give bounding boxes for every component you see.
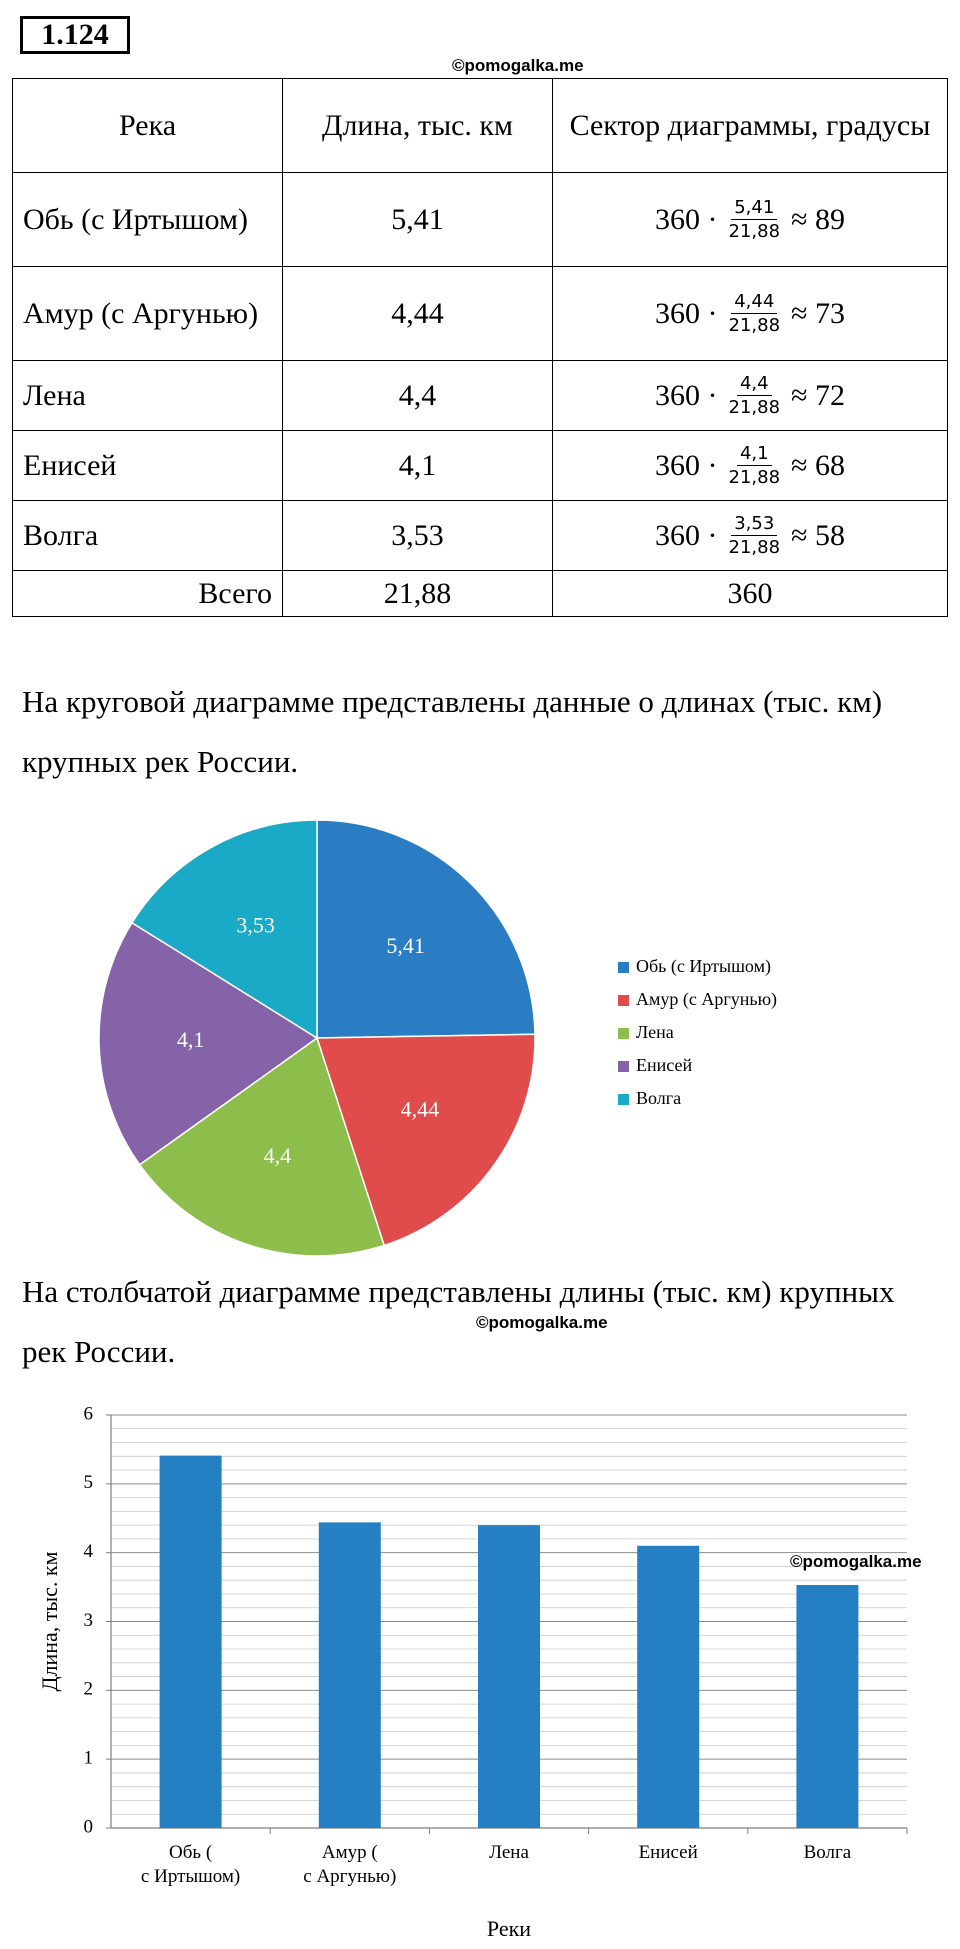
sector-formula: 360 · $\frac{4,4}{21,88}$ ≈ 72: [553, 361, 948, 431]
river-name: Амур (с Аргунью): [13, 267, 283, 361]
legend-label-enisey: Енисей: [636, 1055, 693, 1076]
legend-swatch-volga: [618, 1094, 629, 1105]
sector-formula: 360 · $\frac{4,44}{21,88}$ ≈ 73: [553, 267, 948, 361]
legend-label-ob: Обь (с Иртышом): [636, 956, 771, 977]
pie-data-label: 4,44: [400, 1096, 440, 1122]
y-tick-label: 5: [83, 1472, 93, 1494]
sector-formula: 360 · $\frac{5,41}{21,88}$ ≈ 89: [553, 173, 948, 267]
y-tick-label: 2: [83, 1678, 93, 1700]
legend-label-amur: Амур (с Аргунью): [636, 989, 778, 1010]
total-label: Всего: [13, 571, 283, 617]
table-row: [13, 173, 948, 267]
bar-ob: [160, 1456, 222, 1828]
watermark-bar: ©pomogalka.me: [790, 1552, 922, 1571]
header-length: Длина, тыс. км: [283, 79, 553, 173]
legend-swatch-lena: [618, 1028, 629, 1039]
river-length: 4,1: [283, 431, 553, 501]
table-row: [13, 267, 948, 361]
y-tick-label: 6: [83, 1403, 93, 1425]
watermark-middle: ©pomogalka.me: [476, 1313, 608, 1332]
legend-label-lena: Лена: [636, 1022, 674, 1043]
y-tick-label: 1: [83, 1747, 93, 1769]
total-length: 21,88: [283, 571, 553, 617]
x-tick-label: Обь ( с Иртышом): [140, 1842, 241, 1887]
table-total-row: [13, 571, 948, 617]
y-tick-label: 3: [83, 1609, 93, 1631]
river-name: Енисей: [13, 431, 283, 501]
header-river: Река: [13, 79, 283, 173]
sector-formula: 360 · $\frac{4,1}{21,88}$ ≈ 68: [553, 431, 948, 501]
legend-swatch-ob: [618, 962, 629, 973]
watermark-top: ©pomogalka.me: [452, 56, 584, 75]
table-row: [13, 361, 948, 431]
problem-number: 1.124: [20, 16, 130, 54]
x-axis-title: Реки: [486, 1916, 532, 1941]
river-length: 4,44: [283, 267, 553, 361]
sector-formula: 360 · $\frac{3,53}{21,88}$ ≈ 58: [553, 501, 948, 571]
bar-lena: [478, 1525, 540, 1828]
legend-swatch-enisey: [618, 1061, 629, 1072]
x-tick-label: Волга: [803, 1842, 852, 1863]
table-row: [13, 431, 948, 501]
river-name: Волга: [13, 501, 283, 571]
x-tick-label: Амур ( с Аргунью): [303, 1842, 397, 1887]
y-tick-label: 0: [83, 1816, 93, 1838]
header-sector: Сектор диаграммы, градусы: [553, 79, 948, 173]
total-degrees: 360: [553, 571, 948, 617]
pie-data-label: 4,1: [176, 1027, 205, 1053]
pie-data-label: 5,41: [386, 932, 425, 958]
river-length: 5,41: [283, 173, 553, 267]
river-name: Лена: [13, 361, 283, 431]
table-header-row: [13, 79, 948, 173]
table-row: [13, 501, 948, 571]
river-name: Обь (с Иртышом): [13, 173, 283, 267]
x-tick-label: Лена: [489, 1842, 529, 1863]
rivers-table: [12, 78, 948, 617]
y-tick-label: 4: [83, 1541, 93, 1563]
x-tick-label: Енисей: [638, 1842, 698, 1863]
legend-swatch-amur: [618, 995, 629, 1006]
river-length: 4,4: [283, 361, 553, 431]
legend-label-volga: Волга: [636, 1088, 682, 1109]
y-axis-title: Длина, тыс. км: [37, 1551, 62, 1692]
bar-amur: [319, 1522, 381, 1828]
bar-enisey: [637, 1546, 699, 1828]
bar-intro-text: На столбчатой диаграмме представлены длины (тыс. км) крупных рек России.: [22, 1274, 895, 1369]
pie-data-label: 4,4: [263, 1143, 292, 1169]
bar-chart: [0, 1385, 960, 1949]
pie-chart: [0, 800, 960, 1270]
bar-volga: [796, 1585, 858, 1828]
pie-data-label: 3,53: [236, 912, 275, 938]
river-length: 3,53: [283, 501, 553, 571]
pie-slice-ob: [317, 820, 535, 1038]
pie-intro-text: На круговой диаграмме представлены данные о длинах (тыс. км) крупных рек России.: [22, 684, 883, 779]
